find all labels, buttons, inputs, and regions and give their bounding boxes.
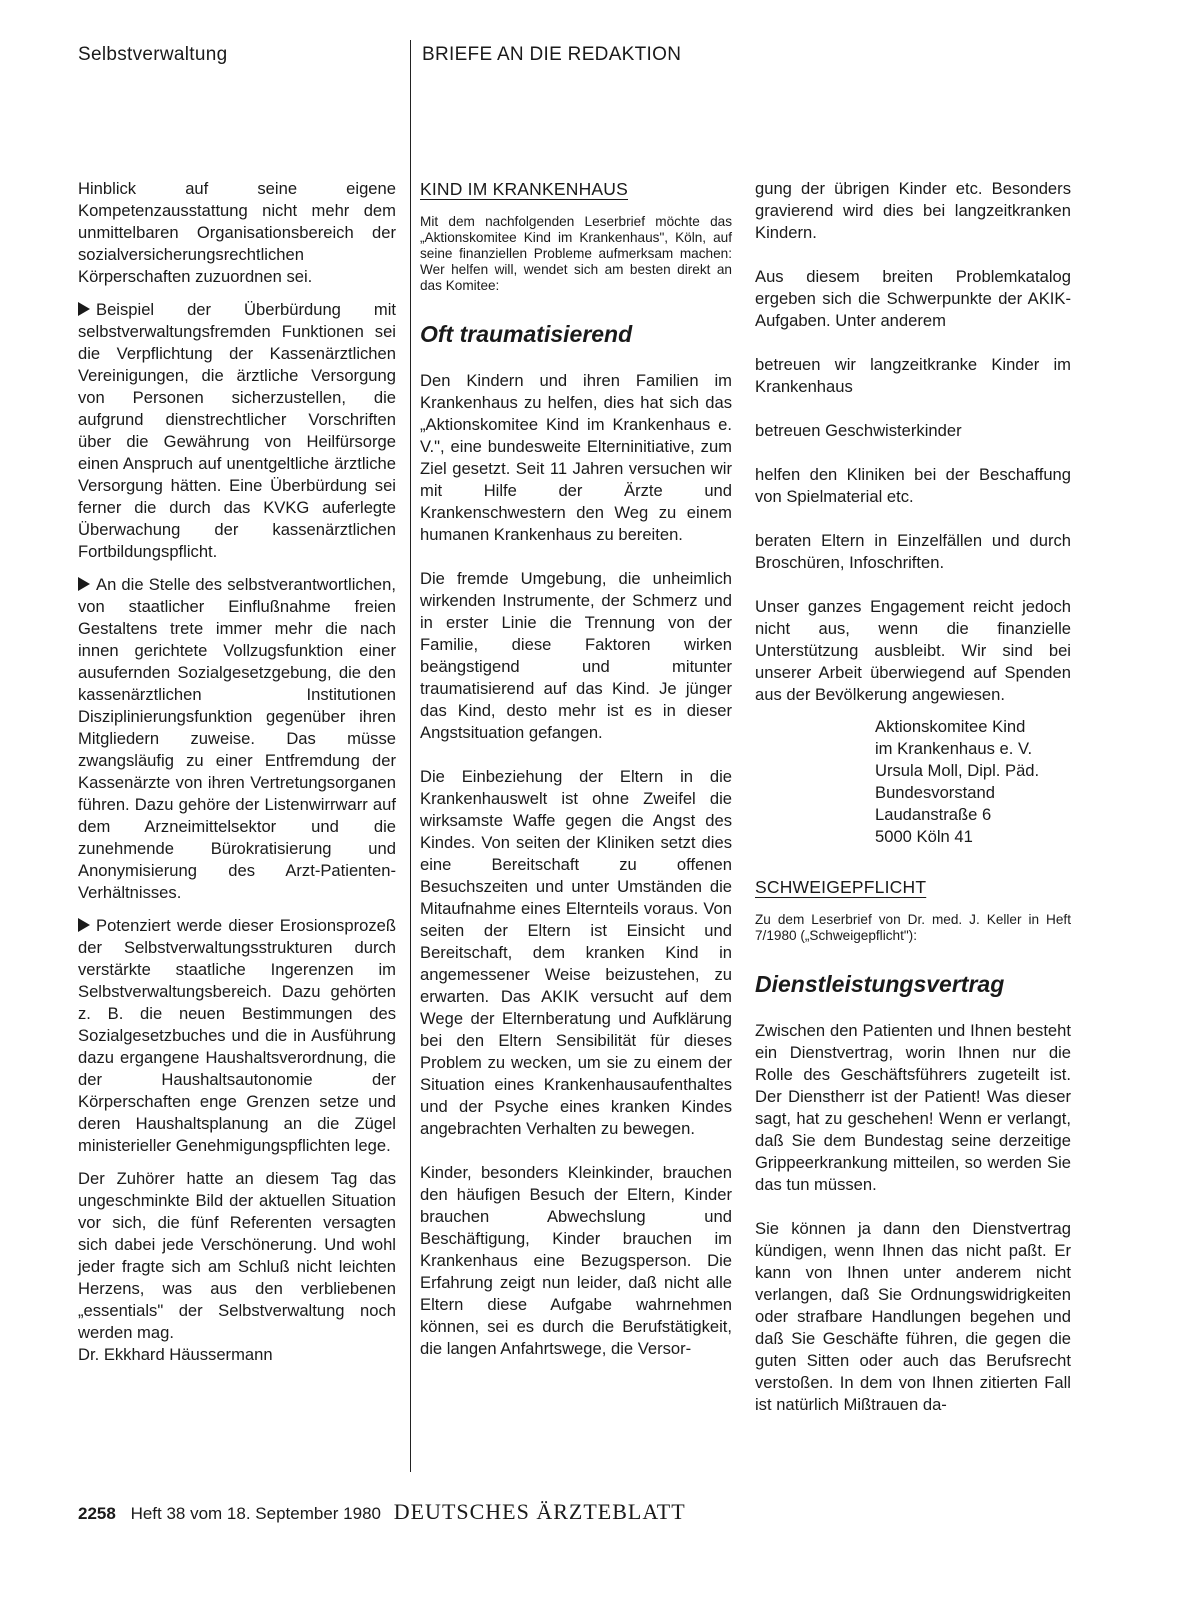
paragraph: betreuen Geschwisterkinder [755,421,962,440]
triangle-bullet-icon [78,302,90,316]
paragraph: beraten Eltern in Einzelfällen und durch Broschüren, Infoschriften. [755,531,1071,572]
address-line: Ursula Moll, Dipl. Päd. [875,761,1040,780]
column-divider [410,40,411,1472]
paragraph: Beispiel der Überbürdung mit selbstverwaltungsfremden Funktionen sei die Verpflichtung der Kassenärztlichen Vereinigungen, die ärztliche Versorgung von Personen sicherzustellen, die aufgrund dienstrechtlicher Vorschriften über die Gewährung von Heilfürsorge einen Anspruch auf unentgeltliche ärztliche Versorgung hätten. Eine Überbürdung sei ferner die durch das KVKG auferlegte Überwachung der kassenärztlichen Fortbildungspflicht. [78,300,396,561]
address-line: im Krankenhaus e. V. [875,739,1033,758]
triangle-bullet-icon [78,577,90,591]
letter-title: Dienstleistungsvertrag [755,971,1005,997]
page-footer [78,1499,686,1525]
section-header-left: Selbstverwaltung [78,44,228,65]
letter-intro: Zu dem Leserbrief von Dr. med. J. Keller in Heft 7/1980 („Schweigepflicht"): [755,912,1071,943]
author-signature: Dr. Ekkhard Häussermann [78,1345,273,1364]
address-line: Aktionskomitee Kind [875,717,1026,736]
paragraph: Aus diesem breiten Problemkatalog ergeben sich die Schwerpunkte der AKIK-Aufgaben. Unter anderem [755,267,1071,330]
paragraph: An die Stelle des selbstverantwortlichen, von staatlicher Einflußnahme freien Gestaltens trete immer mehr die nach innen gerichtete Vollzugsfunktion einer ausufernden Sozialgesetzgebung, die den kassenärztlichen Institutionen Disziplinierungsfunktion gegenüber ihren Mitgliedern zuweise. Das müsse zwangsläufig zu einer Entfremdung der Kassenärzte von ihren Vertretungsorganen führen. Dazu gehöre der Listenwirrwarr auf dem Arzneimittelsektor und die zunehmende Bürokratisierung und Anonymisierung des Arzt-Patienten-Verhältnisses. [78,575,396,902]
letter-title: Oft traumatisierend [420,321,633,347]
triangle-bullet-icon [78,918,90,932]
paragraph: Zwischen den Patienten und Ihnen besteht ein Dienstvertrag, worin Ihnen nur die Rolle des Geschäftsführers zugeteilt ist. Der Dienstherr ist der Patient! Was dieser sagt, hat zu geschehen! Wenn er verlangt, daß Sie dem Bundestag seine derzeitige Grippeerkrankung mitteilen, so werden Sie das tun müssen. [755,1021,1071,1194]
address-line: Laudanstraße 6 [875,805,992,824]
paragraph: Der Zuhörer hatte an diesem Tag das ungeschminkte Bild der aktuellen Situation vor sich, die fünf Referenten versagten sich dabei jede Verschönerung. Und wohl jeder fragte sich am Schluß nicht leichten Herzens, was aus den verbliebenen „essentials" der Selbstverwaltung noch werden mag. [78,1169,396,1342]
issue-info: Heft 38 vom 18. September 1980 [130,1504,381,1523]
address-line: 5000 Köln 41 [875,827,973,846]
letter-kicker: KIND IM KRANKENHAUS [420,179,628,199]
letter-kicker: SCHWEIGEPFLICHT [755,877,927,897]
letter-intro: Mit dem nachfolgenden Leserbrief möchte das „Aktionskomitee Kind im Krankenhaus", Köln, auf seine finanziellen Probleme aufmerksam machen: Wer helfen will, wendet sich am besten direkt an das Komitee: [420,214,732,293]
column-left [78,178,396,1377]
paragraph: Die Einbeziehung der Eltern in die Krankenhauswelt ist ohne Zweifel die wirksamste Waffe gegen die Angst des Kindes. Von seiten der Kliniken setzt dies eine Bereitschaft zu offenen Besuchszeiten und unter Umständen die Mitaufnahme eines Elternteils voraus. Von seiten der Eltern ist Einsicht und Bereitschaft, dem kranken Kind in angemessener Weise beizustehen, zu erwarten. Das AKIK versucht auf dem Wege der Elternberatung und Aufklärung bei den Eltern Sensibilität für dieses Problem zu wecken, um sie zu einem der Situation eines Krankenhausaufenthaltes und der Psyche eines kranken Kindes angebrachten Verhalten zu bewegen. [420,767,732,1138]
section-header-right: BRIEFE AN DIE REDAKTION [422,44,682,65]
paragraph: Unser ganzes Engagement reicht jedoch nicht aus, wenn die finanzielle Unterstützung ausbleibt. Wir sind bei unserer Arbeit überwiegend auf Spenden aus der Bevölkerung angewiesen. [755,597,1071,704]
paragraph: Potenziert werde dieser Erosionsprozeß der Selbstverwaltungsstrukturen durch verstärkte staatliche Ingerenzen im Selbstverwaltungsbereich. Dazu gehörten z. B. die neuen Bestimmungen des Sozialgesetzbuches und die in Ausführung dazu ergangene Haushaltsverordnung, die der Haushaltsautonomie der Körperschaften enge Grenzen setze und deren Haushaltsplanung an die Zügel ministerieller Genehmigungspflichten lege. [78,916,396,1155]
paragraph: Den Kindern und ihren Familien im Krankenhaus zu helfen, dies hat sich das „Aktionskomitee Kind im Krankenhaus e. V.", eine bundesweite Elterninitiative, zum Ziel gesetzt. Seit 11 Jahren versuchen wir mit Hilfe der Ärzte und Krankenschwestern den Weg zu einem humanen Krankenhaus zu bereiten. [420,371,732,544]
page-number: 2258 [78,1504,116,1523]
paragraph: Hinblick auf seine eigene Kompetenzausstattung nicht mehr dem unmittelbaren Organisationsbereich der sozialversicherungsrechtlichen Körperschaften zuzuordnen sei. [78,179,396,286]
journal-name: DEUTSCHES ÄRZTEBLATT [393,1499,686,1524]
column-right [755,178,1071,1438]
column-middle [420,178,732,1382]
sender-address [875,716,1071,848]
paragraph: betreuen wir langzeitkranke Kinder im Krankenhaus [755,355,1071,396]
paragraph: Die fremde Umgebung, die unheimlich wirkenden Instrumente, der Schmerz und in erster Linie die Trennung von der Familie, diese Faktoren wirken beängstigend und mitunter traumatisierend auf das Kind. Je jünger das Kind, desto mehr ist es in dieser Angstsituation gefangen. [420,569,732,742]
paragraph: helfen den Kliniken bei der Beschaffung von Spielmaterial etc. [755,465,1071,506]
address-line: Bundesvorstand [875,783,995,802]
paragraph: gung der übrigen Kinder etc. Besonders gravierend wird dies bei langzeitkranken Kindern. [755,179,1071,242]
paragraph: Sie können ja dann den Dienstvertrag kündigen, wenn Ihnen das nicht paßt. Er kann von Ihnen unter anderem nicht verlangen, daß Sie Ordnungswidrigkeiten oder strafbare Handlungen begehen und daß Sie Geschäfte führen, die gegen die guten Sitten oder auch das Berufsrecht verstoßen. In dem von Ihnen zitierten Fall ist natürlich Mißtrauen da- [755,1219,1071,1414]
paragraph: Kinder, besonders Kleinkinder, brauchen den häufigen Besuch der Eltern, Kinder brauchen Abwechslung und Beschäftigung, Kinder brauchen im Krankenhaus eine Bezugsperson. Die Erfahrung zeigt nun leider, daß nicht alle Eltern diese Aufgabe wahrnehmen können, sei es durch die Berufstätigkeit, die langen Anfahrtswege, die Versor- [420,1163,732,1358]
